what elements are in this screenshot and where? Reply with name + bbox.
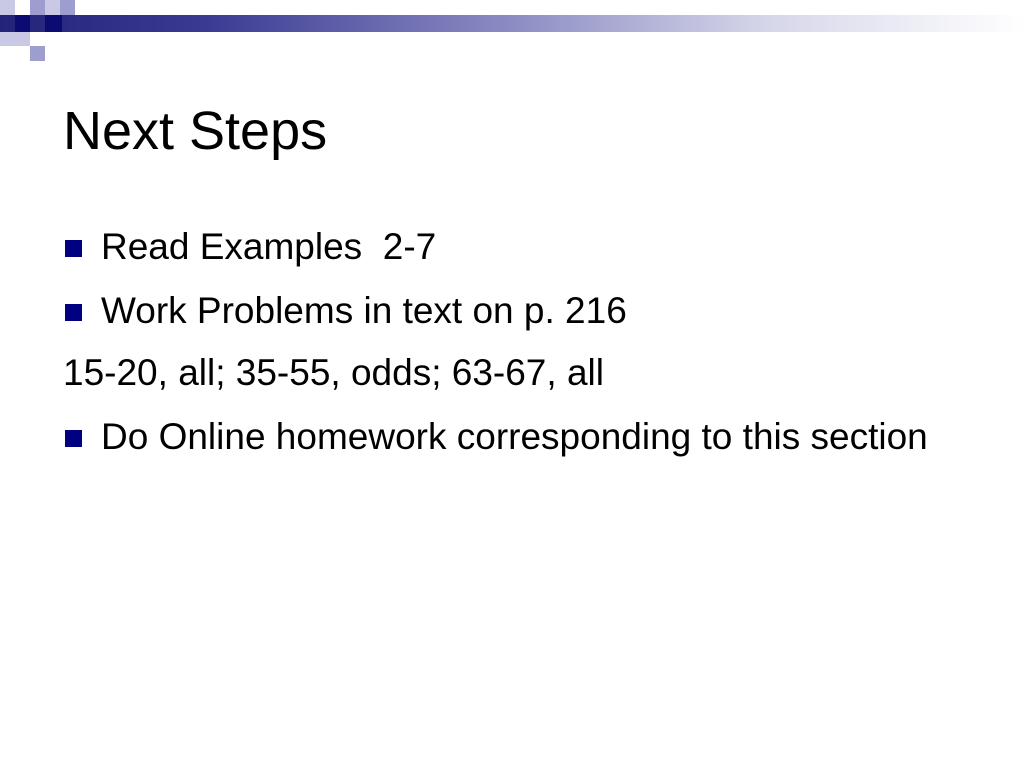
header-decor-square [30,0,45,15]
bullet-text: Read Examples 2-7 [101,226,437,267]
bullet-text: Work Problems in text on p. 216 [101,290,627,331]
header-decor-square [45,15,62,32]
square-bullet-icon [65,240,82,257]
bullet-item-work-problems [63,290,993,332]
header-gradient-bar [0,15,1024,32]
header-decor-square [0,0,15,15]
problem-list-line: 15-20, all; 35-55, odds; 63-67, all [63,352,604,393]
slide-title: Next Steps [63,101,328,161]
bullet-item-read-examples [63,226,993,268]
slide-content [63,226,993,480]
square-bullet-icon [65,304,82,321]
header-decor-square [15,15,30,32]
header-decor-square [30,46,45,61]
header-decor-square [45,0,60,15]
square-bullet-icon [65,430,82,447]
bullet-item-online-homework [63,416,993,458]
header-decor-square [15,32,30,46]
header-decor-square [0,32,15,46]
header-decor-square [60,0,75,15]
bullet-text: Do Online homework corresponding to this section [101,416,928,457]
